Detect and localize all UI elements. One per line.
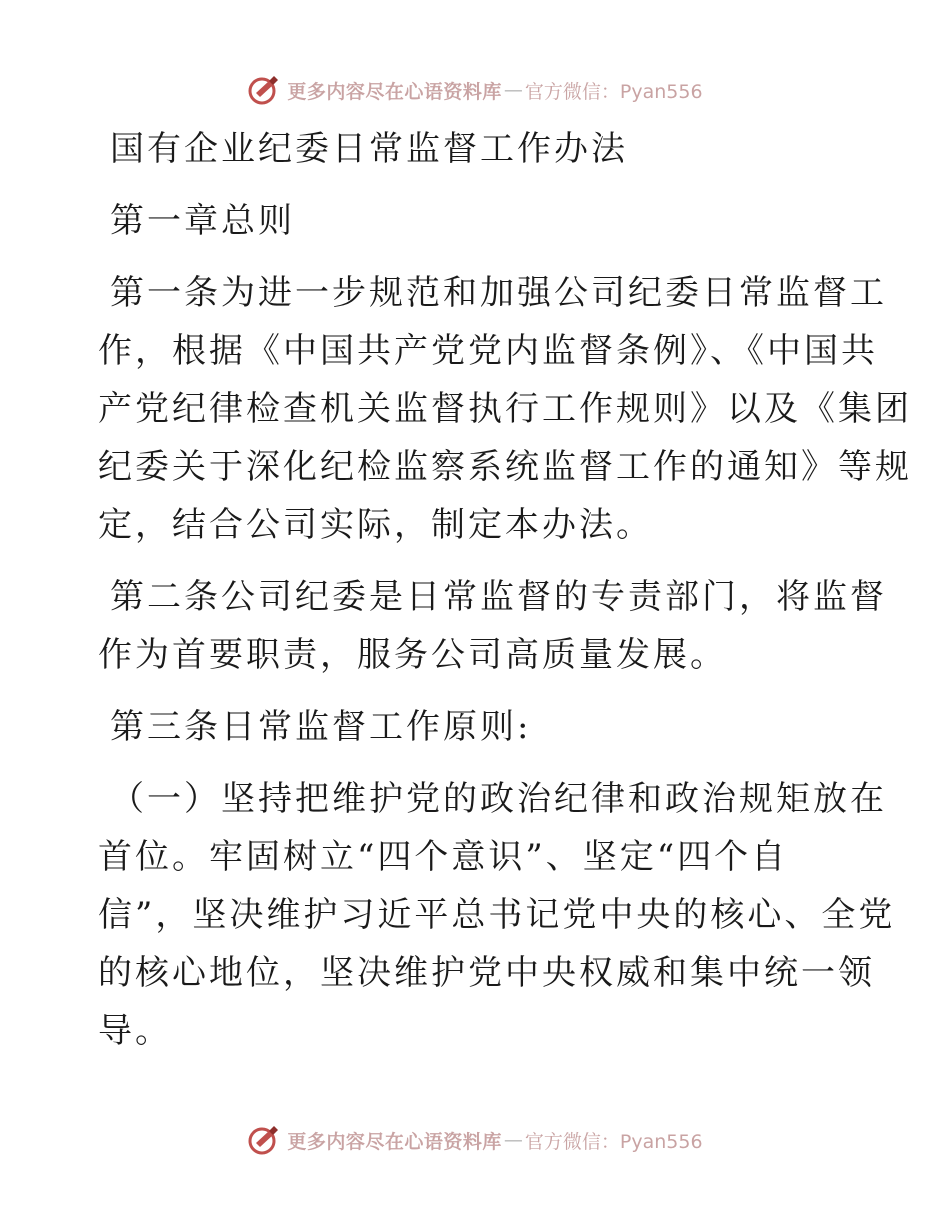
- watermark-contact: 官方微信：Pyan556: [524, 1130, 703, 1153]
- item-1: [98, 770, 896, 1060]
- pen-logo-icon: [247, 1123, 281, 1157]
- chapter-heading: 第一章总则: [110, 201, 295, 241]
- item-1-line: 的核心地位，坚决维护党中央权威和集中统一领: [98, 953, 875, 993]
- item-1-line: 首位。牢固树立“四个意识”、坚定“四个自: [98, 837, 789, 877]
- article-2: [98, 568, 887, 684]
- article-1-line: 产党纪律检查机关监督执行工作规则》以及《集团: [98, 389, 912, 429]
- article-2-line: 作为首要职责，服务公司高质量发展。: [98, 635, 727, 675]
- article-1-line: 定，结合公司实际，制定本办法。: [98, 505, 653, 545]
- document-body: [98, 120, 912, 1074]
- document-title: 国有企业纪委日常监督工作办法: [110, 129, 628, 169]
- watermark-separator: —: [503, 1129, 523, 1151]
- article-1-line: 纪委关于深化纪检监察系统监督工作的通知》等规: [98, 447, 912, 487]
- article-2-line: 第二条公司纪委是日常监督的专责部门，将监督: [110, 577, 887, 617]
- item-1-line: （一）坚持把维护党的政治纪律和政治规矩放在: [110, 779, 887, 819]
- article-1: [98, 264, 912, 554]
- item-1-line: 导。: [98, 1011, 172, 1051]
- watermark-text: 更多内容尽在心语资料库: [287, 80, 502, 103]
- watermark-contact: 官方微信：Pyan556: [524, 80, 703, 103]
- header-watermark: [0, 70, 950, 110]
- article-1-line: 第一条为进一步规范和加强公司纪委日常监督工: [110, 273, 887, 313]
- article-3-heading: 第三条日常监督工作原则:: [110, 707, 532, 747]
- article-1-line: 作，根据《中国共产党党内监督条例》、《中国共: [98, 331, 878, 371]
- item-1-line: 信”，坚决维护习近平总书记党中央的核心、全党: [98, 895, 896, 935]
- footer-watermark: [0, 1120, 950, 1160]
- watermark-text: 更多内容尽在心语资料库: [287, 1130, 502, 1153]
- watermark-separator: —: [503, 79, 523, 101]
- pen-logo-icon: [247, 73, 281, 107]
